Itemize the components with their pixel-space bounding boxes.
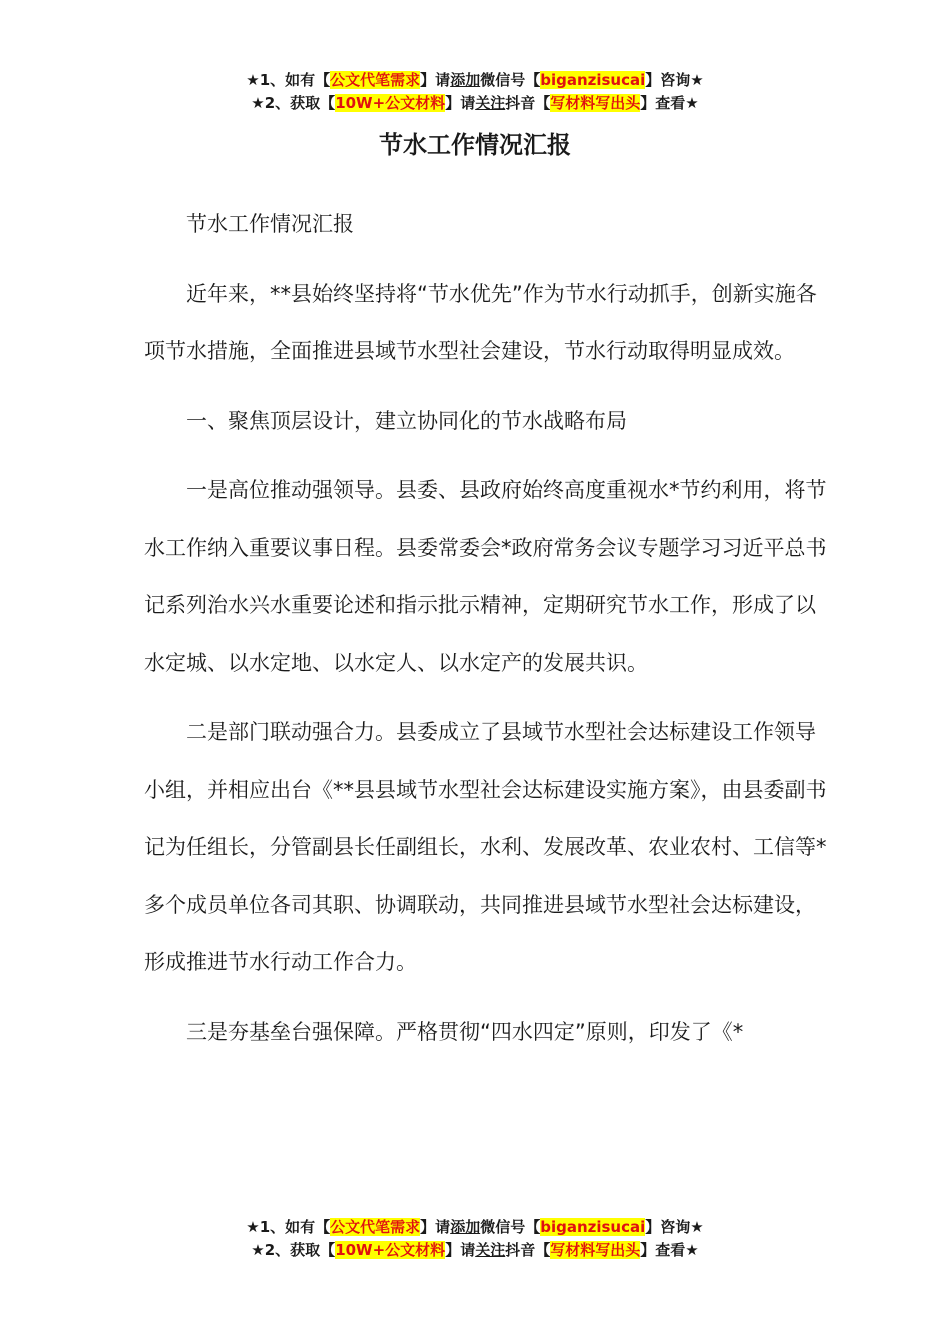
banner-underline: 添加 [450,1218,481,1236]
footer-banner [0,1216,950,1262]
banner-text: ★2、获取【 [251,1241,336,1259]
paragraph: 近年来，**县始终坚持将“节水优先”作为节水行动抓手，创新实施各项节水措施，全面推进县域节水型社会建设，节水行动取得明显成效。 [144,281,817,363]
banner-text: 】咨询★ [645,71,704,89]
banner-text: 】请 [445,94,476,112]
banner-text: 】请 [445,1241,476,1259]
banner-text: ★1、如有【 [246,1218,331,1236]
paragraph: 二是部门联动强合力。县委成立了县域节水型社会达标建设工作领导小组，并相应出台《**县县域节水型社会达标建设实施方案》，由县委副书记为任组长，分管副县长任副组长，水利、发展改革、农业农村、工信等*多个成员单位各司其职、协调联动，共同推进县域节水型社会达标建设，形成推进节水行动工作合力。 [144,720,827,974]
banner-text: 】查看★ [640,94,699,112]
banner-underline: 添加 [450,71,481,89]
document-title: 节水工作情况汇报 [379,131,571,159]
paragraph: 一是高位推动强领导。县委、县政府始终高度重视水*节约利用，将节水工作纳入重要议事日程。县委常委会*政府常务会议专题学习习近平总书记系列治水兴水重要论述和指示批示精神，定期研究节水工作，形成了以水定城、以水定地、以水定人、以水定产的发展共识。 [144,478,827,675]
section-heading: 一、聚焦顶层设计，建立协同化的节水战略布局 [186,408,627,433]
banner-highlight: 公文代笔需求 [330,1218,421,1236]
banner-highlight: 10W+公文材料 [335,94,446,112]
banner-underline: 关注 [475,94,506,112]
banner-highlight: 10W+公文材料 [335,1241,446,1259]
paragraph: 节水工作情况汇报 [186,212,354,236]
banner-highlight: 写材料写出头 [550,94,641,112]
banner-text: 】查看★ [640,1241,699,1259]
banner-highlight: 写材料写出头 [550,1241,641,1259]
banner-line-1 [0,1216,950,1239]
banner-highlight: biganzisucai [540,71,646,89]
banner-text: 】请 [420,1218,451,1236]
banner-text: 微信号【 [480,1218,541,1236]
banner-text: ★1、如有【 [246,71,331,89]
banner-text: 】请 [420,71,451,89]
paragraph: 三是夯基垒台强保障。严格贯彻“四水四定”原则，印发了《* [186,1019,744,1044]
banner-text: 抖音【 [505,94,551,112]
banner-highlight: biganzisucai [540,1218,646,1236]
header-banner [0,69,950,115]
banner-line-2 [0,1239,950,1262]
banner-text: 】咨询★ [645,1218,704,1236]
banner-text: ★2、获取【 [251,94,336,112]
banner-underline: 关注 [475,1241,506,1259]
document-body [144,196,836,1061]
banner-text: 抖音【 [505,1241,551,1259]
banner-highlight: 公文代笔需求 [330,71,421,89]
banner-line-2 [0,92,950,115]
banner-text: 微信号【 [480,71,541,89]
banner-line-1 [0,69,950,92]
